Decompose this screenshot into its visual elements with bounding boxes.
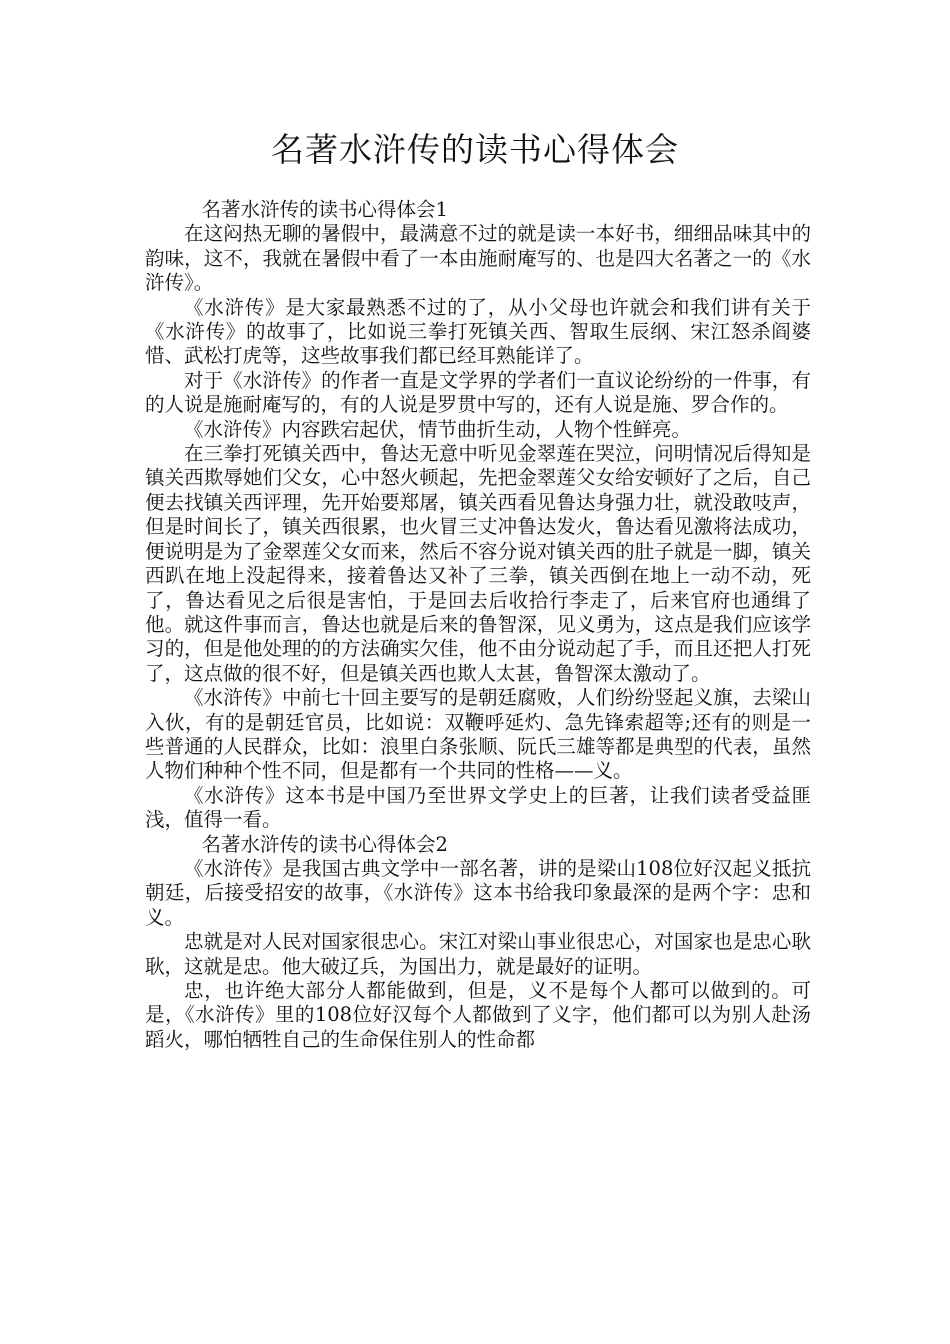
document-body xyxy=(145,198,811,1052)
body-paragraph: 忠，也许绝大部分人都能做到，但是，义不是每个人都可以做到的。可是，《水浒传》里的108位好汉每个人都做到了义字，他们都可以为别人赴汤蹈火，哪怕牺牲自己的生命保住别人的性命都 xyxy=(145,979,811,1051)
body-paragraph: 《水浒传》中前七十回主要写的是朝廷腐败，人们纷纷竖起义旗，去梁山入伙，有的是朝廷官员，比如说：双鞭呼延灼、急先锋索超等;还有的则是一些普通的人民群众，比如：浪里白条张顺、阮氏三雄等都是典型的代表，虽然人物们种种个性不同，但是都有一个共同的性格——义。 xyxy=(145,686,811,783)
body-paragraph: 《水浒传》是我国古典文学中一部名著，讲的是梁山108位好汉起义抵抗朝廷，后接受招安的故事，《水浒传》这本书给我印象最深的是两个字：忠和义。 xyxy=(145,856,811,929)
body-paragraph: 《水浒传》是大家最熟悉不过的了，从小父母也许就会和我们讲有关于《水浒传》的故事了，比如说三拳打死镇关西、智取生辰纲、宋江怒杀阎婆惜、武松打虎等，这些故事我们都已经耳熟能详了。 xyxy=(145,295,811,368)
body-paragraph: 在这闷热无聊的暑假中，最满意不过的就是读一本好书，细细品味其中的韵味，这不，我就在暑假中看了一本由施耐庵写的、也是四大名著之一的《水浒传》。 xyxy=(145,222,811,295)
body-paragraph: 对于《水浒传》的作者一直是文学界的学者们一直议论纷纷的一件事，有的人说是施耐庵写的，有的人说是罗贯中写的，还有人说是施、罗合作的。 xyxy=(145,368,811,417)
body-paragraph: 忠就是对人民对国家很忠心。宋江对梁山事业很忠心，对国家也是忠心耿耿，这就是忠。他大破辽兵，为国出力，就是最好的证明。 xyxy=(145,930,811,978)
body-paragraph: 《水浒传》内容跌宕起伏，情节曲折生动，人物个性鲜亮。 xyxy=(184,417,692,441)
document-title: 名著水浒传的读书心得体会 xyxy=(271,130,679,169)
body-paragraph: 《水浒传》这本书是中国乃至世界文学史上的巨著，让我们读者受益匪浅，值得一看。 xyxy=(145,783,811,832)
body-paragraph: 在三拳打死镇关西中，鲁达无意中听见金翠莲在哭泣，问明情况后得知是镇关西欺辱她们父女，心中怒火顿起，先把金翠莲父女给安顿好了之后，自己便去找镇关西评理，先开始要郑屠，镇关西看见鲁达身强力壮，就没敢吱声，但是时间长了，镇关西很累，也火冒三丈冲鲁达发火，鲁达看见激将法成功，便说明是为了金翠莲父女而来，然后不容分说对镇关西的肚子就是一脚，镇关西趴在地上没起得来，接着鲁达又补了三拳，镇关西倒在地上一动不动，死了，鲁达看见之后很是害怕，于是回去后收拾行李走了，后来官府也通缉了他。就这件事而言，鲁达也就是后来的鲁智深，见义勇为，这点是我们应该学习的，但是他处理的的方法确实欠佳，他不由分说动起了手，而且还把人打死了，这点做的很不好，但是镇关西也欺人太甚，鲁智深太激动了。 xyxy=(145,442,811,685)
section-heading: 名著水浒传的读书心得体会1 xyxy=(201,198,448,221)
section-heading: 名著水浒传的读书心得体会2 xyxy=(201,832,448,856)
